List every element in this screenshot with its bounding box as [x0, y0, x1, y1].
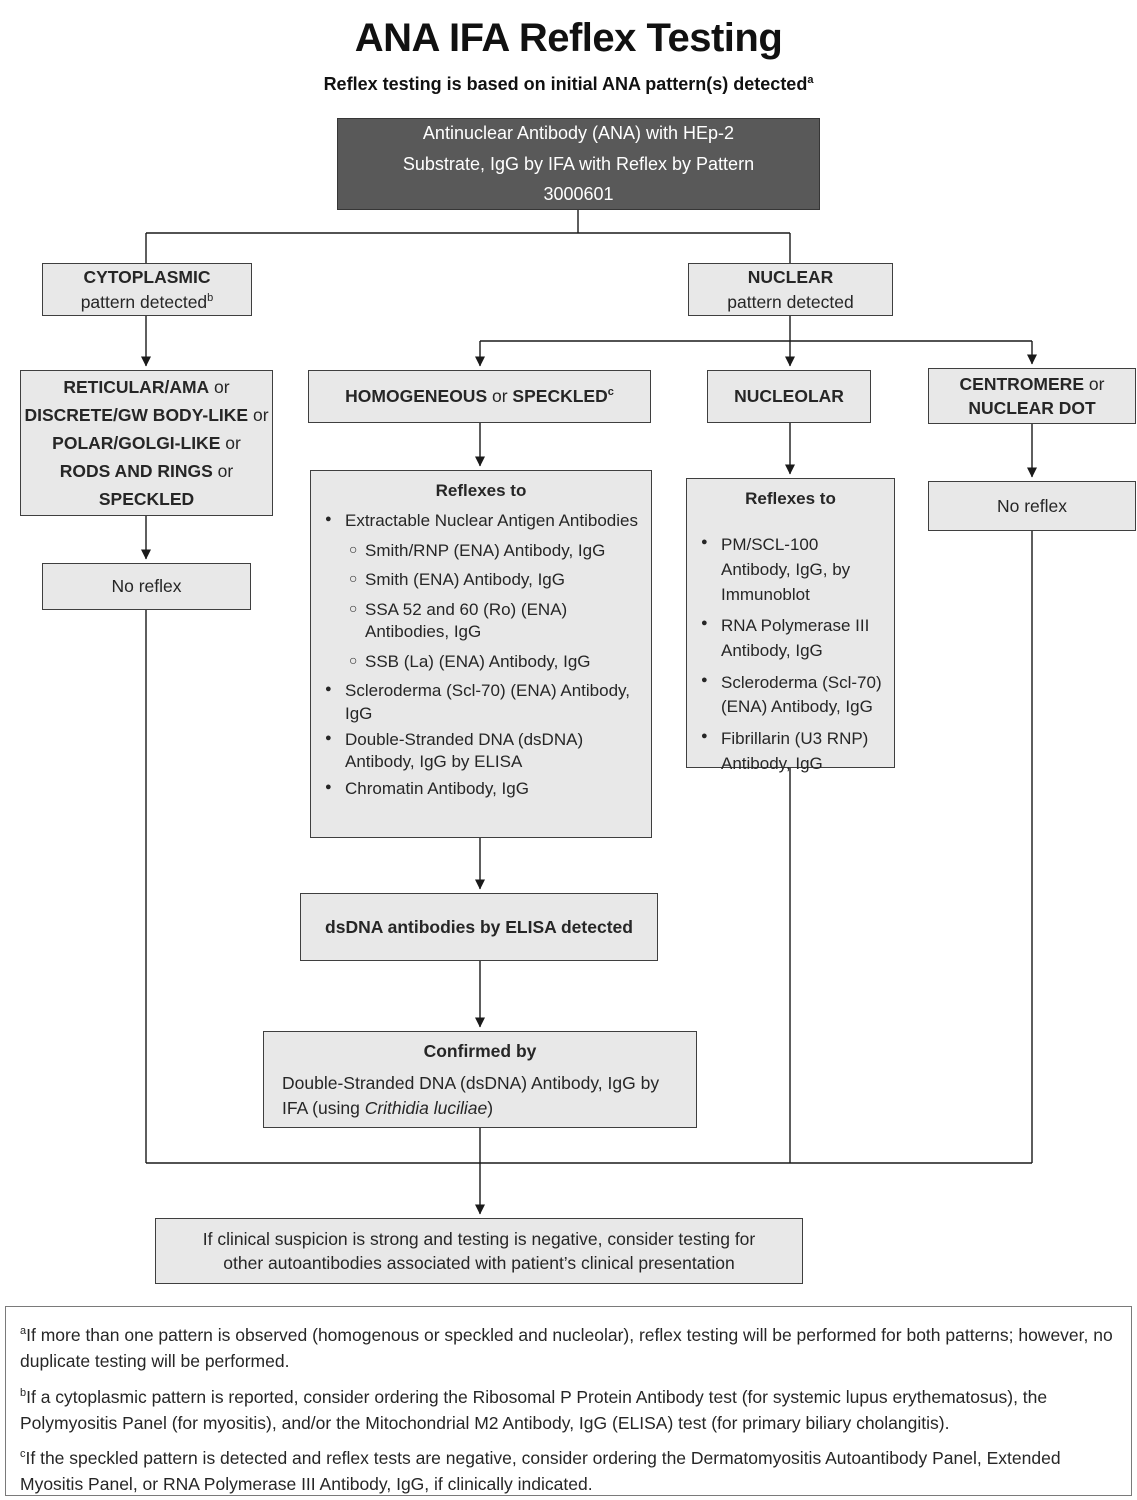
footnote-ref-c: c	[607, 386, 614, 399]
list-item: ● Extractable Nuclear Antigen Antibodies	[321, 510, 641, 532]
list-item: ● Scleroderma (Scl-70) (ENA) Antibody, IgG	[697, 671, 884, 720]
nucleolar-reflex-header: Reflexes to	[745, 489, 836, 508]
footnote-ref-b: b	[207, 291, 214, 304]
nuclear-box	[688, 263, 893, 316]
no-reflex-left-label: No reflex	[111, 576, 182, 597]
confirmed-by-box	[263, 1031, 697, 1128]
list-item: ○ SSA 52 and 60 (Ro) (ENA) Antibodies, IgG	[345, 599, 641, 644]
footnote-c: $^c$If the speckled pattern is detected and reflex tests are negative, consider ordering the Dermatomyositis Autoantibody Panel, Extended Myositis Panel, or RNA Polymerase III Antibody, IgG, if clinically indicated.	[20, 1448, 1061, 1495]
no-reflex-right-label: No reflex	[996, 495, 1068, 516]
root-line-2: Substrate, IgG by IFA with Reflex by Pattern	[402, 153, 755, 174]
cytoplasmic-patterns-box: RETICULAR/AMA or DISCRETE/GW BODY-LIKE or POLAR/GOLGI-LIKE or RODS AND RINGS or SPECKLED	[20, 370, 273, 516]
page-subtitle: Reflex testing is based on initial ANA pattern(s) detected$^a$	[323, 74, 814, 94]
root-test-box	[337, 118, 820, 210]
list-item: ● Double-Stranded DNA (dsDNA) Antibody, IgG by ELISA	[321, 729, 641, 774]
list-item: ○ Smith/RNP (ENA) Antibody, IgG	[345, 540, 641, 562]
nucleolar-reflex-list-box	[686, 478, 895, 773]
footnote-a: $^a$If more than one pattern is observed (homogenous or speckled and nucleolar), reflex testing will be performed for both patterns; however, no duplicate testing will be performed.	[20, 1325, 1113, 1372]
confirmed-by-text: Double-Stranded DNA (dsDNA) Antibody, IgG by IFA (using Crithidia luciliae)	[282, 1072, 660, 1118]
no-reflex-left-box	[42, 563, 251, 610]
hs-reflex-header: Reflexes to	[435, 481, 527, 500]
outcome-text: If clinical suspicion is strong and testing is negative, consider testing for other autoantibodies associated with patient’s clinical presentation	[202, 1228, 756, 1273]
footnote-ref-a: a	[807, 74, 814, 86]
list-item: ● Scleroderma (Scl-70) (ENA) Antibody, IgG	[321, 680, 641, 725]
outcome-box	[155, 1218, 803, 1284]
footnotes-box	[5, 1306, 1132, 1496]
list-item: ● Chromatin Antibody, IgG	[321, 778, 641, 800]
hs-reflex-list-box	[310, 470, 652, 838]
list-item: ○ Smith (ENA) Antibody, IgG	[345, 569, 641, 591]
no-reflex-right-box	[928, 481, 1136, 531]
list-item: ○ SSB (La) (ENA) Antibody, IgG	[345, 651, 641, 673]
dsdna-detected-label: dsDNA antibodies by ELISA detected	[325, 916, 633, 937]
dsdna-detected-box	[300, 893, 658, 961]
list-item: ● RNA Polymerase III Antibody, IgG	[697, 614, 884, 663]
nucleolar-box	[707, 370, 871, 423]
list-item: ● PM/SCL-100 Antibody, IgG, by Immunoblot	[697, 533, 884, 607]
cytoplasmic-subtitle: pattern detected	[80, 291, 208, 312]
centromere-box: CENTROMERE or NUCLEAR DOT	[928, 368, 1136, 424]
page-title: ANA IFA Reflex Testing	[354, 16, 783, 60]
cytoplasmic-title: CYTOPLASMIC	[83, 267, 211, 288]
list-item: ● Fibrillarin (U3 RNP) Antibody, IgG	[697, 727, 884, 776]
nuclear-title: NUCLEAR	[747, 267, 834, 288]
footnote-b: $^b$If a cytoplasmic pattern is reported, consider ordering the Ribosomal P Protein Antibody test (for systemic lupus erythematosus), the Polymyositis Panel (for myositis), and/or the Mitochondrial M2 Antibody, IgG (ELISA) test (for primary biliary cholangitis).	[20, 1386, 1048, 1433]
root-line-3: 3000601	[543, 184, 614, 205]
cytoplasmic-box	[42, 263, 252, 316]
homogeneous-speckled-box: HOMOGENEOUS or SPECKLED$^c$	[308, 370, 651, 423]
nuclear-subtitle: pattern detected	[727, 291, 854, 312]
root-line-1: Antinuclear Antibody (ANA) with HEp-2	[422, 123, 735, 144]
nucleolar-title: NUCLEOLAR	[734, 386, 844, 407]
confirmed-by-header: Confirmed by	[423, 1040, 537, 1061]
